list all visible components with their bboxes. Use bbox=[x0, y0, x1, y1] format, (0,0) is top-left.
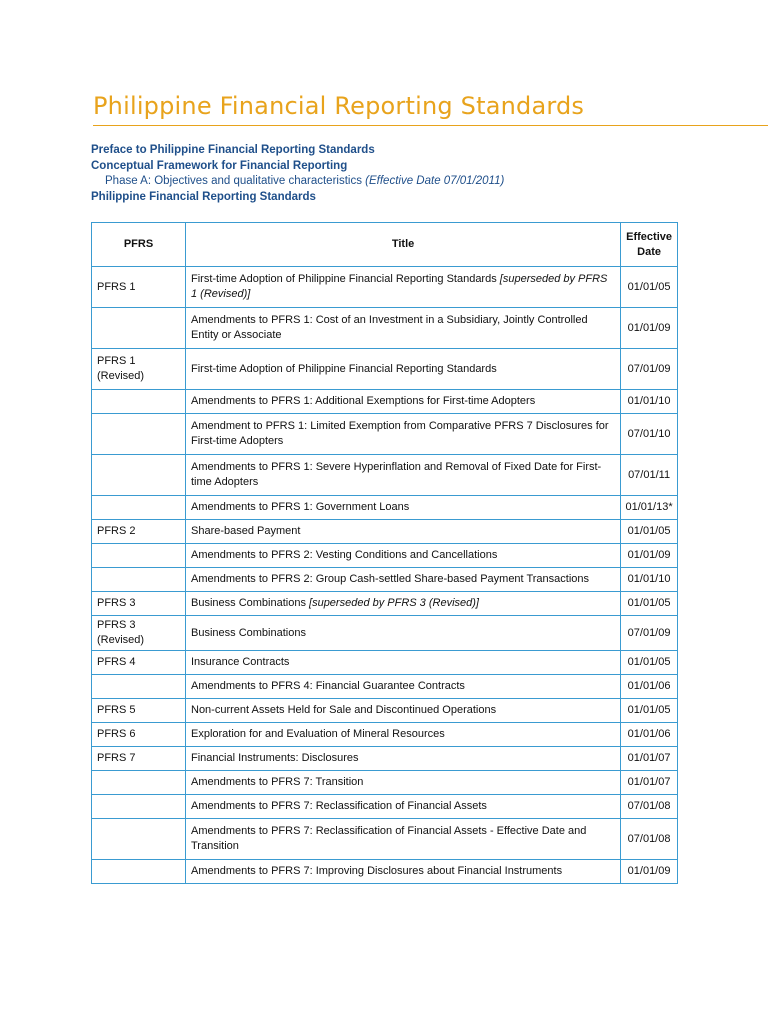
cell-title bbox=[186, 723, 621, 747]
table-row bbox=[92, 390, 678, 414]
cell-title-text: Amendments to PFRS 1: Cost of an Investment in a Subsidiary, Jointly Controlled Entity or Associate bbox=[191, 314, 588, 341]
cell-pfrs: PFRS 1 bbox=[92, 267, 186, 308]
table-row bbox=[92, 699, 678, 723]
section-links bbox=[91, 143, 504, 205]
cell-effective-date: 01/01/05 bbox=[621, 699, 678, 723]
cell-title bbox=[186, 520, 621, 544]
cell-title bbox=[186, 308, 621, 349]
cell-effective-date: 01/01/10 bbox=[621, 568, 678, 592]
cell-effective-date: 01/01/07 bbox=[621, 747, 678, 771]
cell-pfrs bbox=[92, 568, 186, 592]
table-row bbox=[92, 544, 678, 568]
cell-effective-date: 01/01/05 bbox=[621, 592, 678, 616]
cell-title bbox=[186, 651, 621, 675]
cell-pfrs bbox=[92, 675, 186, 699]
cell-effective-date: 01/01/13* bbox=[621, 496, 678, 520]
cell-title bbox=[186, 616, 621, 651]
cell-title bbox=[186, 267, 621, 308]
cell-title-note: [superseded by PFRS 1 (Revised)] bbox=[191, 273, 608, 300]
cell-pfrs bbox=[92, 496, 186, 520]
cell-pfrs: PFRS 7 bbox=[92, 747, 186, 771]
title-divider bbox=[93, 125, 768, 126]
cell-title bbox=[186, 568, 621, 592]
table-row bbox=[92, 616, 678, 651]
table-row bbox=[92, 651, 678, 675]
cell-title-note: [superseded by PFRS 3 (Revised)] bbox=[309, 597, 479, 609]
cell-title bbox=[186, 747, 621, 771]
cell-effective-date: 01/01/05 bbox=[621, 267, 678, 308]
cell-title-text: Amendments to PFRS 2: Vesting Conditions and Cancellations bbox=[191, 549, 498, 561]
cell-title-text: Amendments to PFRS 1: Government Loans bbox=[191, 501, 410, 513]
header-title: Title bbox=[186, 223, 621, 267]
cell-pfrs: PFRS 3 (Revised) bbox=[92, 616, 186, 651]
phase-a-text: Phase A: Objectives and qualitative characteristics bbox=[105, 175, 362, 187]
header-date-line1: Effective bbox=[626, 230, 672, 243]
cell-pfrs: PFRS 2 bbox=[92, 520, 186, 544]
cell-title-text: Amendment to PFRS 1: Limited Exemption from Comparative PFRS 7 Disclosures for First-time Adopters bbox=[191, 420, 609, 447]
cell-effective-date: 01/01/06 bbox=[621, 675, 678, 699]
page-title: Philippine Financial Reporting Standards bbox=[93, 92, 585, 120]
cell-title bbox=[186, 349, 621, 390]
cell-effective-date: 07/01/08 bbox=[621, 819, 678, 860]
table-row bbox=[92, 795, 678, 819]
framework-link[interactable]: Conceptual Framework for Financial Reporting bbox=[91, 159, 348, 172]
table-row bbox=[92, 675, 678, 699]
cell-title-text: Amendments to PFRS 7: Improving Disclosures about Financial Instruments bbox=[191, 865, 563, 877]
table-row bbox=[92, 568, 678, 592]
table-header-row bbox=[92, 223, 678, 267]
table-row bbox=[92, 496, 678, 520]
cell-title-text: First-time Adoption of Philippine Financial Reporting Standards bbox=[191, 273, 500, 285]
cell-pfrs: PFRS 1 (Revised) bbox=[92, 349, 186, 390]
cell-pfrs bbox=[92, 860, 186, 884]
cell-title bbox=[186, 771, 621, 795]
cell-pfrs bbox=[92, 455, 186, 496]
cell-effective-date: 01/01/09 bbox=[621, 308, 678, 349]
cell-title-text: Exploration for and Evaluation of Mineral Resources bbox=[191, 728, 445, 740]
cell-effective-date: 07/01/10 bbox=[621, 414, 678, 455]
table-row bbox=[92, 592, 678, 616]
table-row bbox=[92, 771, 678, 795]
cell-title-text: Business Combinations bbox=[191, 597, 310, 609]
cell-title-text: Amendments to PFRS 7: Reclassification of Financial Assets - Effective Date and Transition bbox=[191, 825, 587, 852]
cell-title-text: Amendments to PFRS 2: Group Cash-settled Share-based Payment Transactions bbox=[191, 573, 590, 585]
pfrs-link[interactable]: Philippine Financial Reporting Standards bbox=[91, 190, 316, 203]
table-row bbox=[92, 747, 678, 771]
header-effective-date bbox=[621, 223, 678, 267]
cell-pfrs bbox=[92, 308, 186, 349]
table-row bbox=[92, 520, 678, 544]
cell-title bbox=[186, 544, 621, 568]
cell-title-text: Financial Instruments: Disclosures bbox=[191, 752, 359, 764]
cell-pfrs bbox=[92, 771, 186, 795]
cell-title-text: First-time Adoption of Philippine Financial Reporting Standards bbox=[191, 362, 497, 375]
cell-effective-date: 01/01/05 bbox=[621, 651, 678, 675]
cell-title bbox=[186, 675, 621, 699]
cell-title-text: Non-current Assets Held for Sale and Discontinued Operations bbox=[191, 704, 497, 716]
table-row bbox=[92, 860, 678, 884]
cell-pfrs: PFRS 3 bbox=[92, 592, 186, 616]
cell-pfrs bbox=[92, 390, 186, 414]
cell-title bbox=[186, 592, 621, 616]
header-pfrs: PFRS bbox=[92, 223, 186, 267]
cell-effective-date: 07/01/11 bbox=[621, 455, 678, 496]
table-row bbox=[92, 267, 678, 308]
cell-effective-date: 07/01/08 bbox=[621, 795, 678, 819]
cell-pfrs: PFRS 4 bbox=[92, 651, 186, 675]
cell-effective-date: 07/01/09 bbox=[621, 616, 678, 651]
cell-title bbox=[186, 819, 621, 860]
table-row bbox=[92, 455, 678, 496]
cell-effective-date: 01/01/05 bbox=[621, 520, 678, 544]
table-body bbox=[92, 267, 678, 884]
cell-pfrs bbox=[92, 819, 186, 860]
cell-title-text: Amendments to PFRS 7: Reclassification of Financial Assets bbox=[191, 800, 487, 812]
cell-title-text: Amendments to PFRS 7: Transition bbox=[191, 776, 364, 788]
cell-title bbox=[186, 860, 621, 884]
cell-pfrs bbox=[92, 544, 186, 568]
header-date-line2: Date bbox=[637, 245, 661, 258]
cell-title-text: Business Combinations bbox=[191, 626, 306, 639]
cell-effective-date: 07/01/09 bbox=[621, 349, 678, 390]
cell-title bbox=[186, 390, 621, 414]
phase-a-line bbox=[91, 174, 504, 190]
table-row bbox=[92, 349, 678, 390]
cell-title bbox=[186, 496, 621, 520]
table-row bbox=[92, 414, 678, 455]
preface-link[interactable]: Preface to Philippine Financial Reporting Standards bbox=[91, 144, 375, 156]
cell-title-text: Insurance Contracts bbox=[191, 656, 290, 668]
cell-pfrs: PFRS 6 bbox=[92, 723, 186, 747]
cell-pfrs bbox=[92, 795, 186, 819]
cell-effective-date: 01/01/09 bbox=[621, 544, 678, 568]
cell-pfrs bbox=[92, 414, 186, 455]
cell-title bbox=[186, 795, 621, 819]
cell-title-text: Share-based Payment bbox=[191, 525, 301, 537]
phase-a-note: (Effective Date 07/01/2011) bbox=[365, 175, 505, 187]
cell-title-text: Amendments to PFRS 4: Financial Guarantee Contracts bbox=[191, 680, 465, 692]
cell-title-text: Amendments to PFRS 1: Additional Exemptions for First-time Adopters bbox=[191, 395, 536, 407]
cell-effective-date: 01/01/09 bbox=[621, 860, 678, 884]
cell-title bbox=[186, 455, 621, 496]
pfrs-table bbox=[91, 222, 678, 884]
cell-effective-date: 01/01/10 bbox=[621, 390, 678, 414]
table-row bbox=[92, 819, 678, 860]
cell-title-text: Amendments to PFRS 1: Severe Hyperinflation and Removal of Fixed Date for First-time Adopters bbox=[191, 461, 602, 488]
table-row bbox=[92, 308, 678, 349]
cell-effective-date: 01/01/07 bbox=[621, 771, 678, 795]
cell-pfrs: PFRS 5 bbox=[92, 699, 186, 723]
cell-title bbox=[186, 414, 621, 455]
table-row bbox=[92, 723, 678, 747]
cell-title bbox=[186, 699, 621, 723]
cell-effective-date: 01/01/06 bbox=[621, 723, 678, 747]
